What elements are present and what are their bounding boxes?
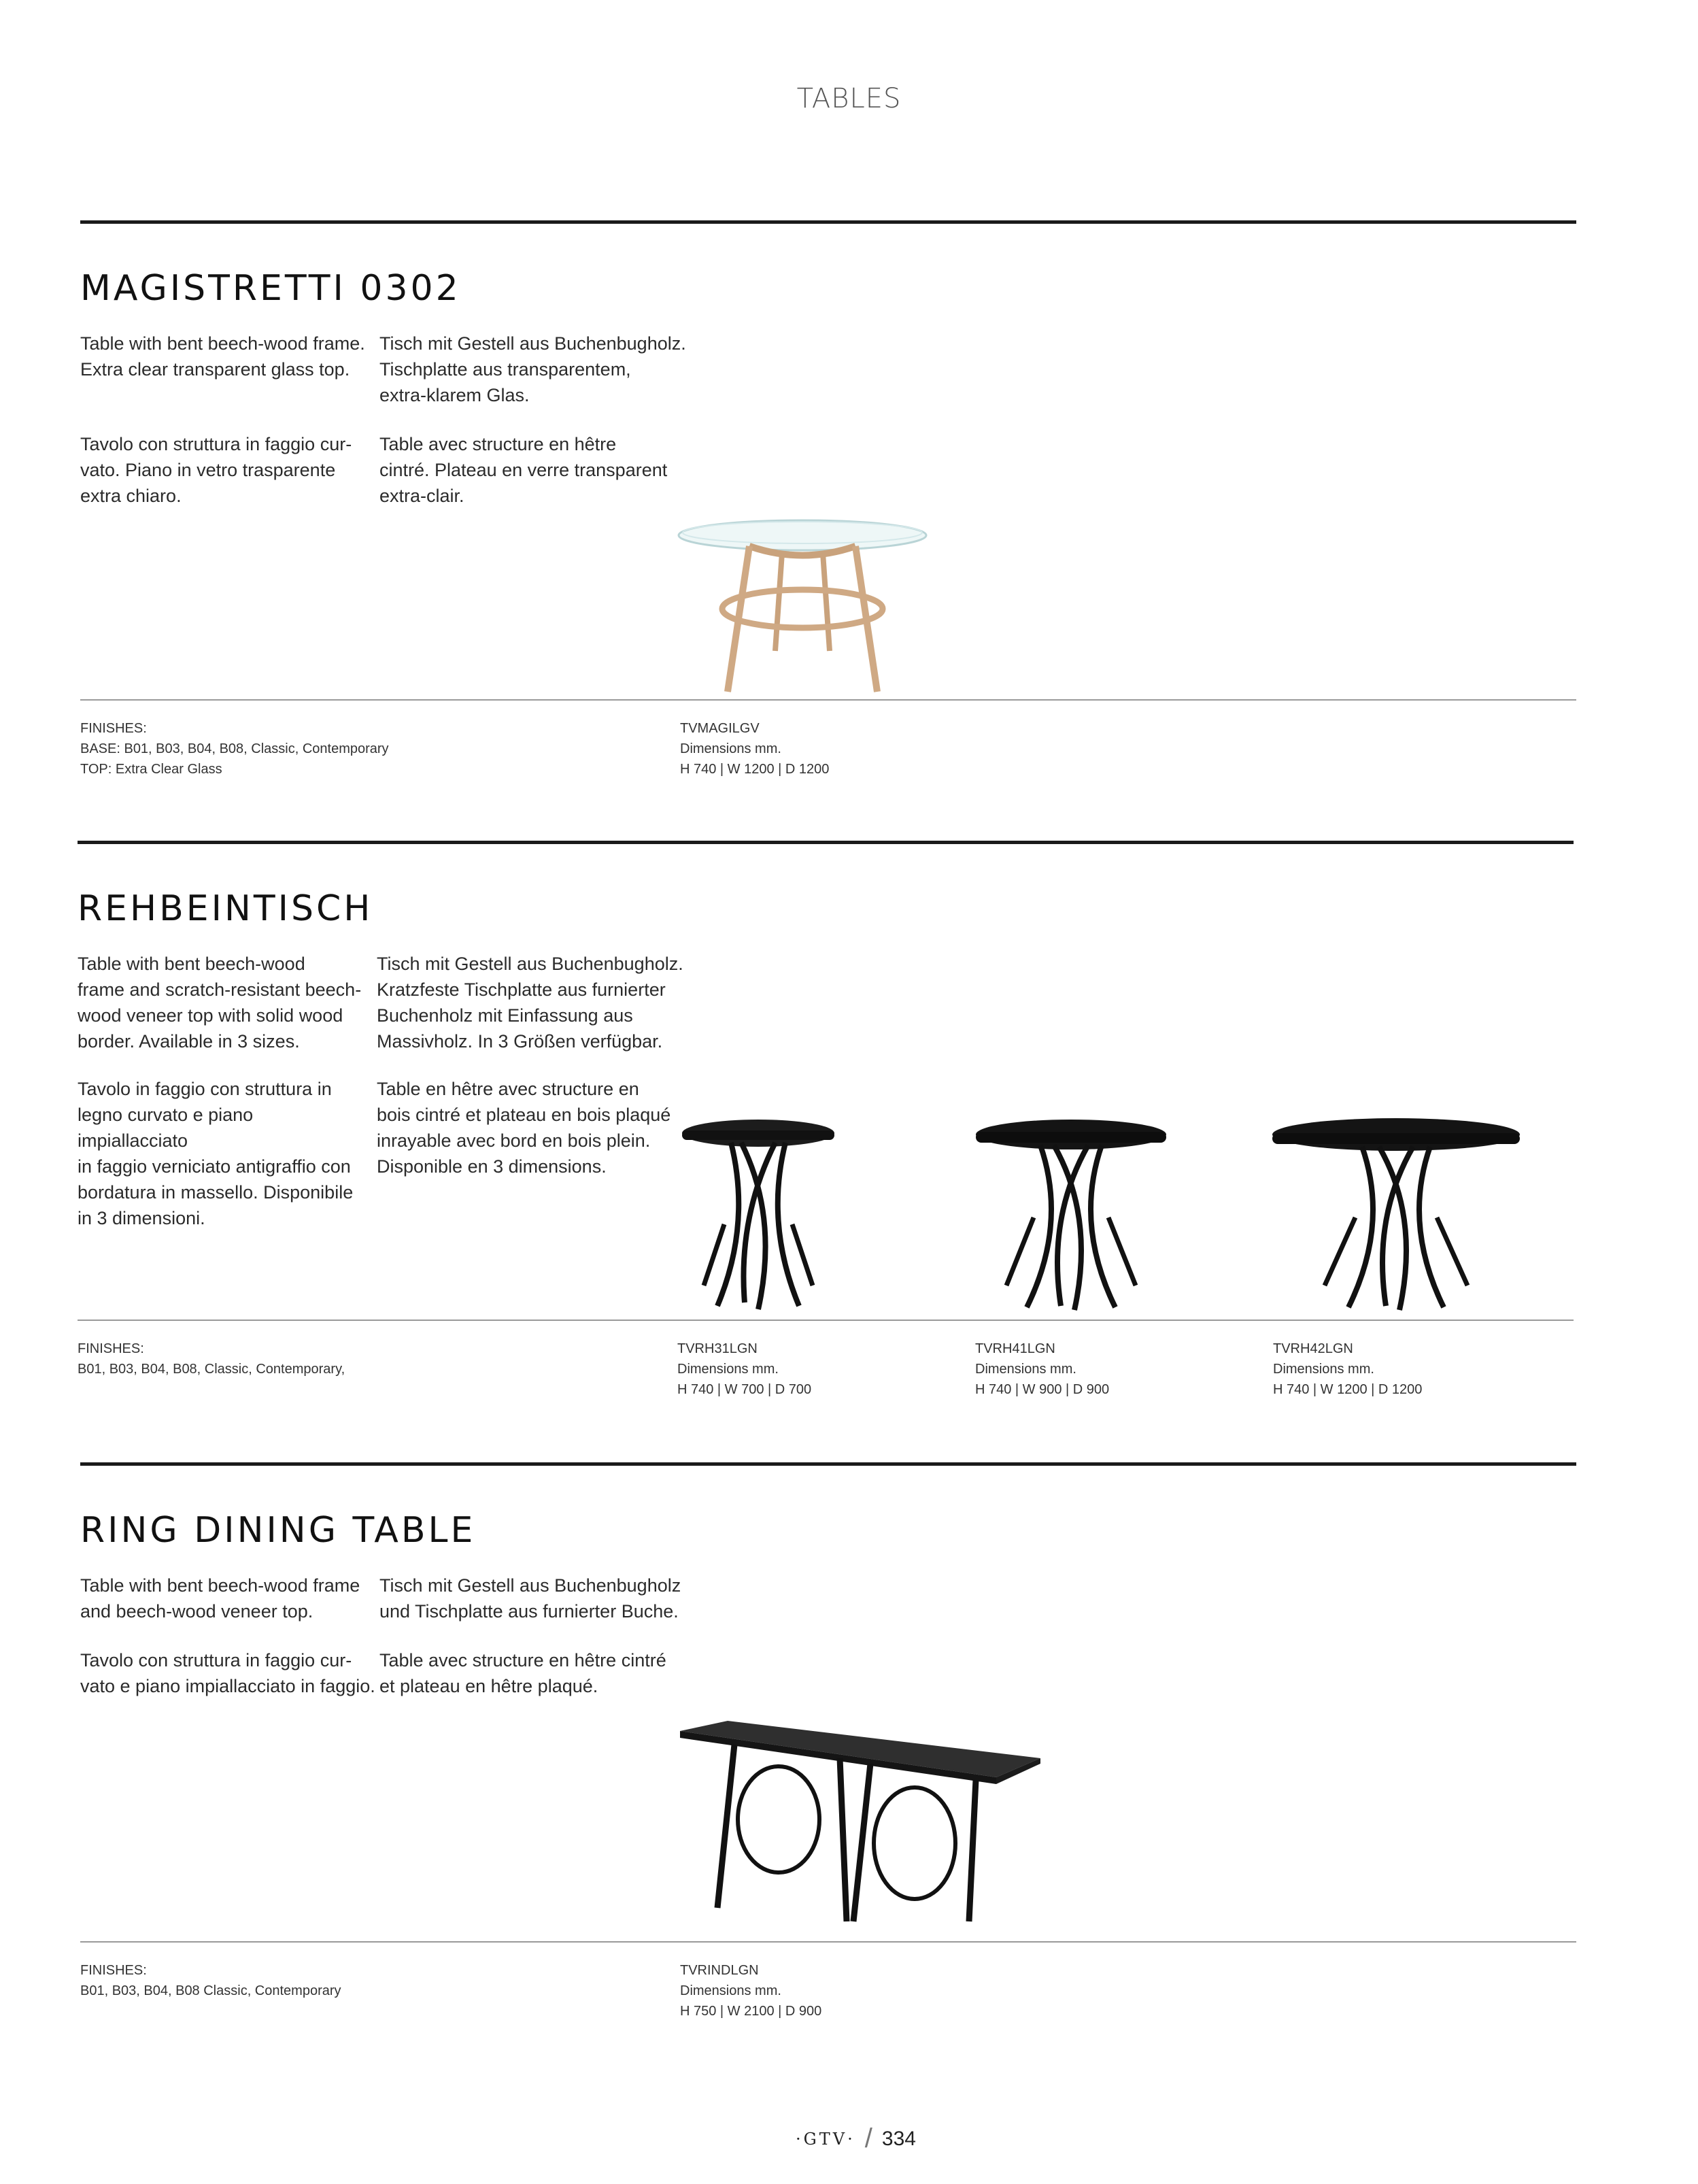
product-code: TVRH41LGN	[975, 1341, 1055, 1356]
description-it: Tavolo con struttura in faggio cur- vato. Piano in vetro trasparente extra chiaro.	[80, 434, 352, 506]
description-fr: Table avec structure en hêtre cintré et plateau en hêtre plaqué.	[379, 1650, 666, 1696]
page-footer	[796, 2123, 916, 2154]
product-image-magistretti-table	[673, 507, 932, 697]
finishes-line: B01, B03, B04, B08 Classic, Contemporary	[80, 1983, 341, 1998]
product-code: TVRH42LGN	[1273, 1341, 1353, 1356]
finishes-line: B01, B03, B04, B08, Classic, Contemporary,	[78, 1362, 345, 1377]
description-en: Table with bent beech-wood frame. Extra clear transparent glass top.	[80, 333, 365, 380]
product-title: MAGISTRETTI 0302	[80, 268, 461, 309]
finishes-block	[78, 1339, 345, 1379]
dimensions-label: Dimensions mm.	[680, 741, 781, 756]
description-de: Tisch mit Gestell aus Buchenbugholz. Kratzfeste Tischplatte aus furnierter Buchenholz mit Einfassung aus Massivholz. In 3 Größen verfügbar.	[377, 954, 683, 1052]
dimensions-value: H 740 | W 1200 | D 1200	[680, 762, 830, 777]
description-it: Tavolo con struttura in faggio cur- vato e piano impiallacciato in faggio.	[80, 1650, 375, 1696]
section-separator	[80, 1941, 1576, 1943]
product-code: TVMAGILGV	[680, 721, 760, 736]
section-divider	[80, 220, 1576, 224]
finishes-block	[80, 718, 389, 779]
section-separator	[80, 699, 1576, 701]
dimensions-value: H 740 | W 1200 | D 1200	[1273, 1382, 1423, 1397]
product-image-ring-dining-table	[677, 1717, 1044, 1928]
dimensions-value: H 740 | W 700 | D 700	[677, 1382, 812, 1397]
finishes-label: FINISHES:	[80, 721, 147, 736]
variant-spec	[1273, 1339, 1422, 1400]
product-image-rehbeintisch-medium	[972, 1115, 1170, 1313]
dimensions-label: Dimensions mm.	[975, 1362, 1076, 1377]
dimensions-value: H 740 | W 900 | D 900	[975, 1382, 1110, 1397]
product-image-rehbeintisch-small	[677, 1115, 840, 1313]
description-fr: Table avec structure en hêtre cintré. Plateau en verre transparent extra-clair.	[379, 434, 668, 506]
product-title: REHBEINTISCH	[78, 888, 373, 929]
product-code: TVRH31LGN	[677, 1341, 758, 1356]
footer-separator: /	[864, 2123, 872, 2153]
section-separator	[78, 1320, 1574, 1321]
page-section-title: TABLES	[796, 83, 902, 114]
description-en: Table with bent beech-wood frame and beech-wood veneer top.	[80, 1575, 360, 1622]
finishes-label: FINISHES:	[80, 1963, 147, 1978]
product-title: RING DINING TABLE	[80, 1510, 476, 1551]
description-it: Tavolo in faggio con struttura in legno curvato e piano impiallacciato in faggio verniciato antigraffio con bordatura in massello. Disponibile in 3 dimensioni.	[78, 1079, 354, 1228]
finishes-label: FINISHES:	[78, 1341, 144, 1356]
product-code: TVRINDLGN	[680, 1963, 759, 1978]
description-de: Tisch mit Gestell aus Buchenbugholz. Tischplatte aus transparentem, extra-klarem Glas.	[379, 333, 686, 405]
dimensions-label: Dimensions mm.	[680, 1983, 781, 1998]
description-de: Tisch mit Gestell aus Buchenbugholz und Tischplatte aus furnierter Buche.	[379, 1575, 681, 1622]
section-divider	[80, 1462, 1576, 1466]
description-en: Table with bent beech-wood frame and scratch-resistant beech- wood veneer top with solid wood border. Available in 3 sizes.	[78, 954, 362, 1052]
finishes-line: TOP: Extra Clear Glass	[80, 762, 222, 777]
dimensions-label: Dimensions mm.	[1273, 1362, 1374, 1377]
section-divider	[78, 841, 1574, 844]
brand-logo: ·GTV·	[796, 2129, 855, 2149]
variant-spec	[975, 1339, 1109, 1400]
finishes-block	[80, 1960, 341, 2001]
description-fr: Table en hêtre avec structure en bois cintré et plateau en bois plaqué inrayable avec bord en bois plein. Disponible en 3 dimensions.	[377, 1079, 671, 1177]
dimensions-label: Dimensions mm.	[677, 1362, 779, 1377]
page-number: 334	[881, 2127, 916, 2150]
product-image-rehbeintisch-large	[1270, 1115, 1522, 1313]
variant-spec	[680, 718, 829, 779]
variant-spec	[677, 1339, 811, 1400]
variant-spec	[680, 1960, 821, 2021]
finishes-line: BASE: B01, B03, B04, B08, Classic, Contemporary	[80, 741, 389, 756]
dimensions-value: H 750 | W 2100 | D 900	[680, 2004, 822, 2019]
